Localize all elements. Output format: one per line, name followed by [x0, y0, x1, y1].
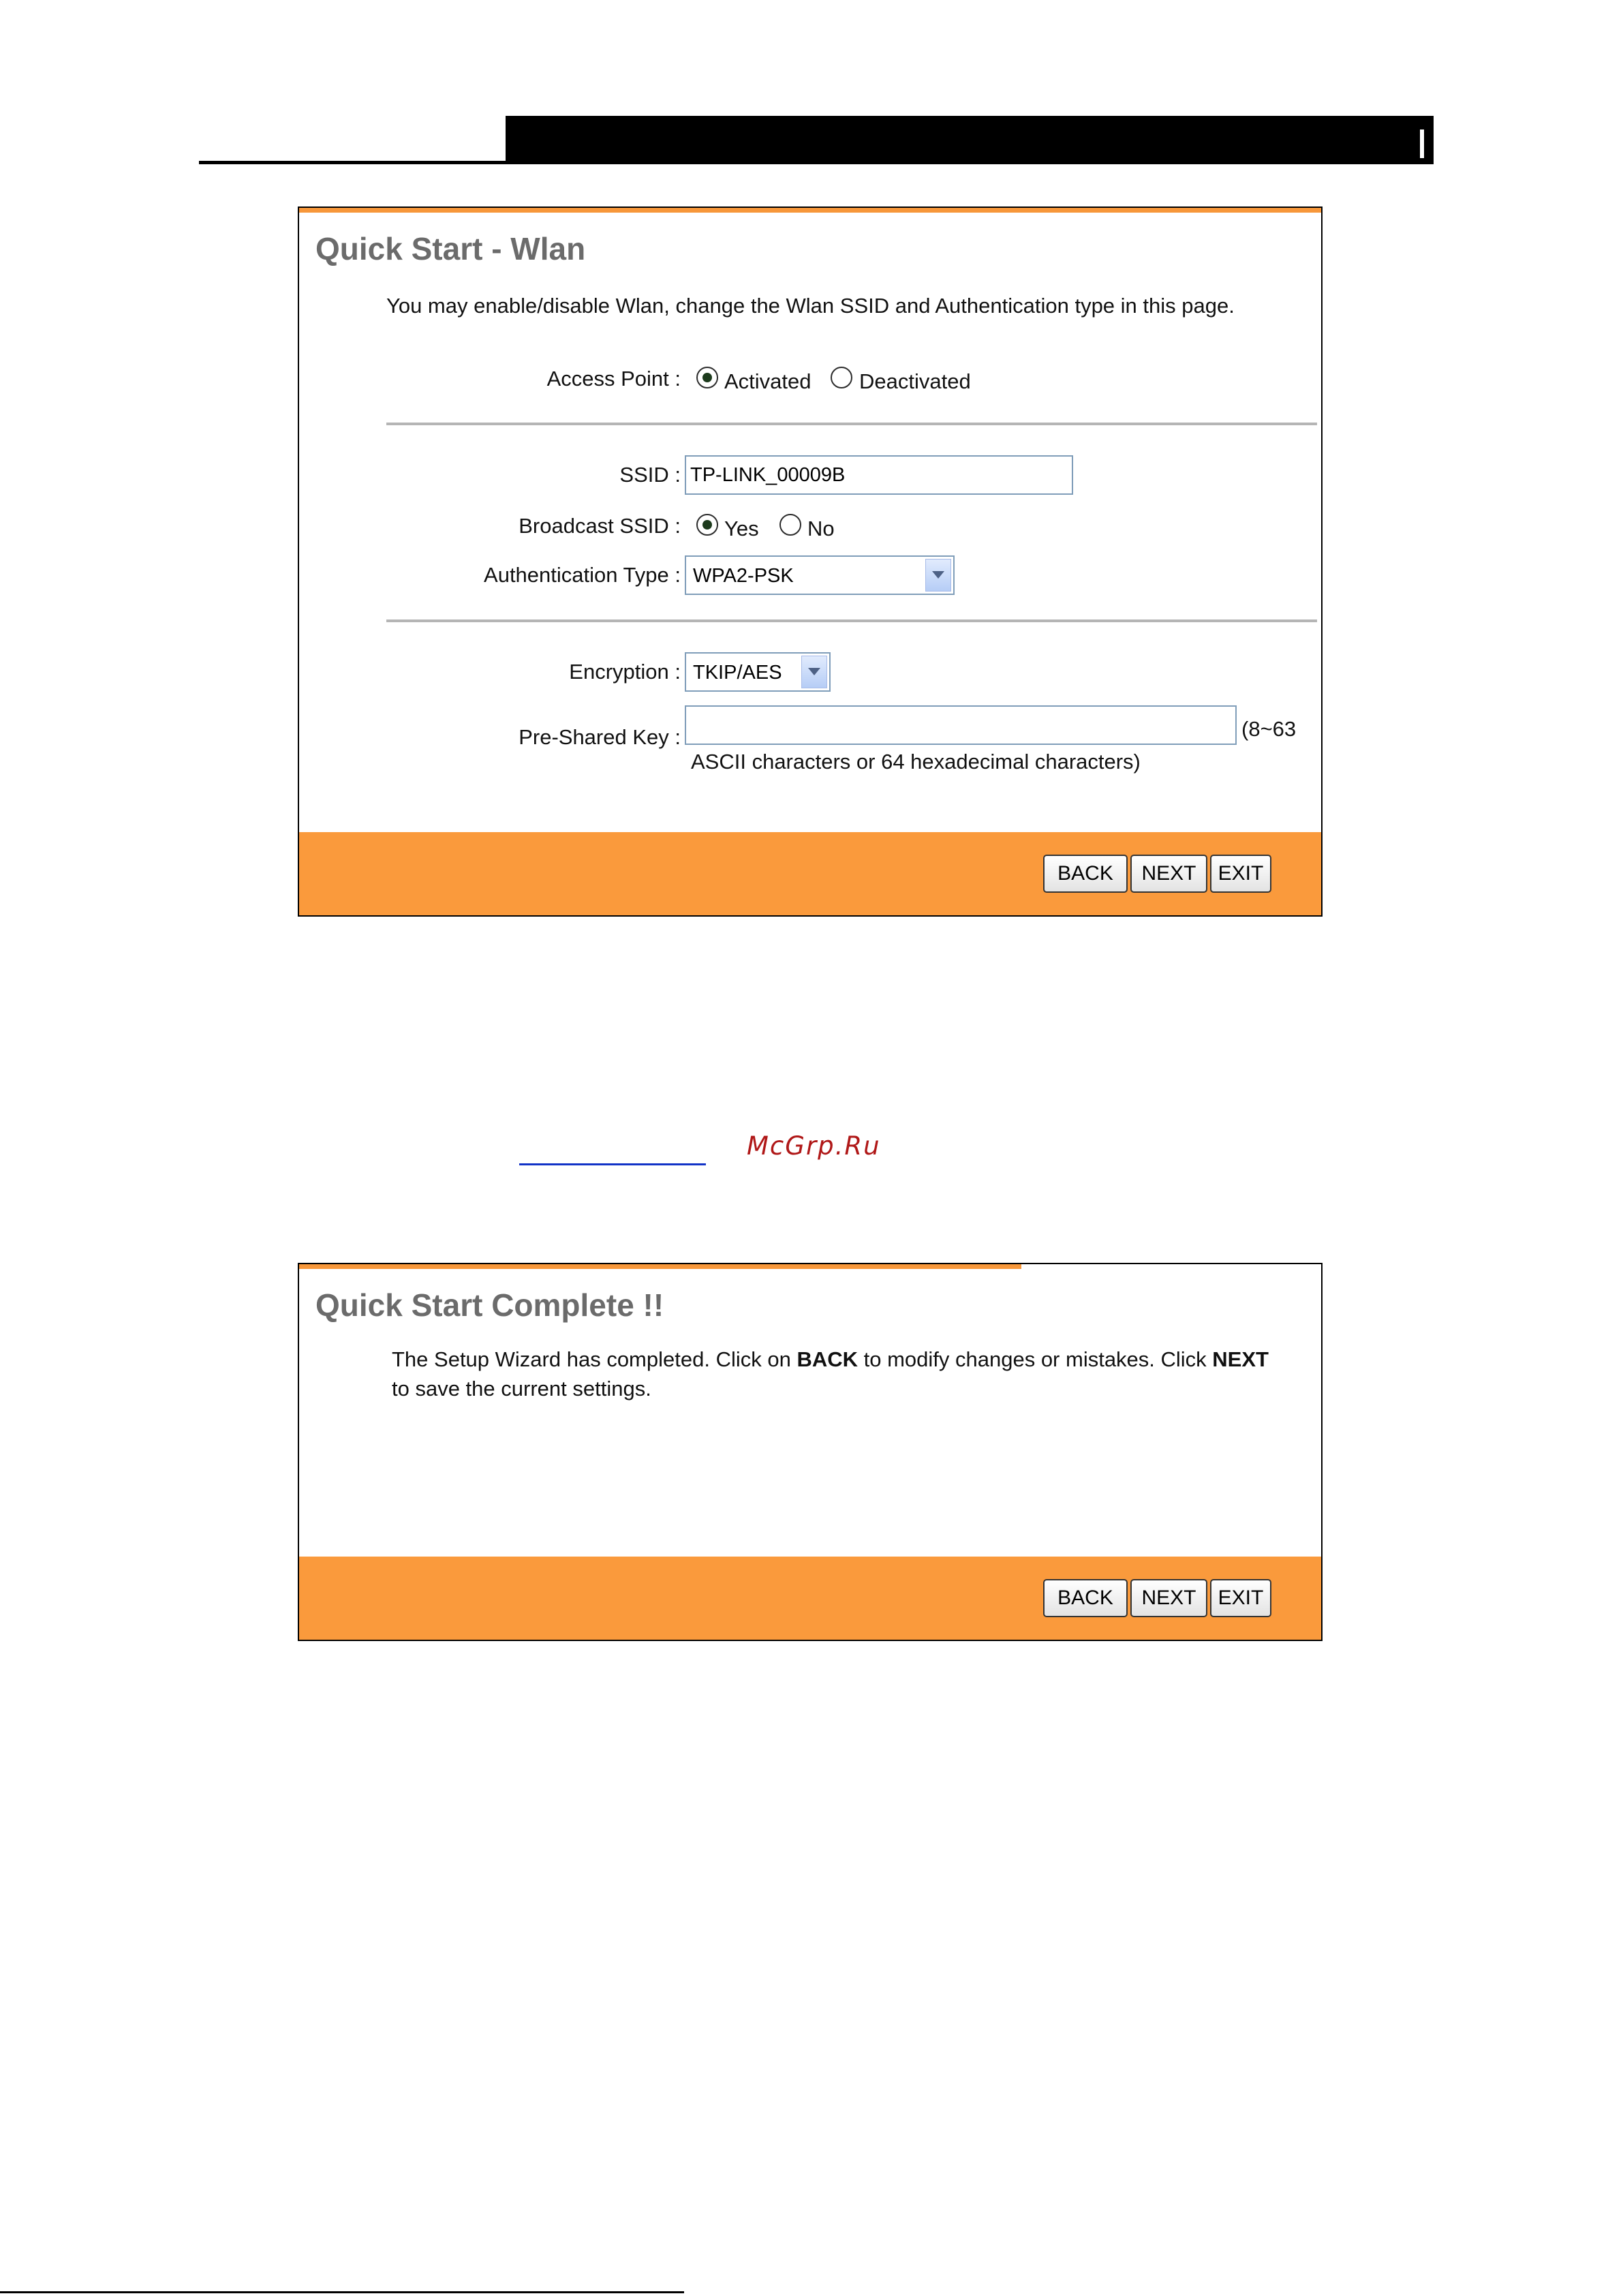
- header-bar: [506, 116, 1434, 164]
- section-divider: [386, 423, 1317, 425]
- chevron-down-icon[interactable]: [925, 559, 951, 592]
- panel-footer: [299, 1557, 1321, 1640]
- completion-text-part: to modify changes or mistakes. Click: [858, 1347, 1213, 1371]
- next-button[interactable]: NEXT: [1130, 855, 1207, 893]
- authentication-type-value: WPA2-PSK: [693, 565, 794, 587]
- back-button[interactable]: BACK: [1043, 855, 1128, 893]
- next-button[interactable]: NEXT: [1130, 1579, 1207, 1617]
- broadcast-ssid-yes-label[interactable]: Yes: [724, 517, 759, 540]
- quick-start-complete-panel: [298, 1263, 1323, 1641]
- pre-shared-key-input[interactable]: [685, 705, 1237, 745]
- access-point-activated-label[interactable]: Activated: [724, 369, 812, 393]
- panel-top-accent: [299, 1264, 1021, 1269]
- authentication-type-select[interactable]: [685, 555, 955, 595]
- broadcast-ssid-no-radio[interactable]: [779, 514, 801, 536]
- authentication-type-label: Authentication Type :: [484, 563, 681, 587]
- broadcast-ssid-no-label[interactable]: No: [807, 517, 835, 540]
- pre-shared-key-hint-continued: ASCII characters or 64 hexadecimal characters): [691, 750, 1141, 774]
- page-title: Quick Start Complete !!: [315, 1287, 664, 1323]
- page-description: You may enable/disable Wlan, change the Wlan SSID and Authentication type in this page.: [386, 294, 1235, 318]
- access-point-deactivated-radio[interactable]: [831, 367, 852, 388]
- encryption-select[interactable]: [685, 652, 831, 692]
- section-divider: [386, 619, 1317, 622]
- completion-text-part: The Setup Wizard has completed. Click on: [392, 1347, 797, 1371]
- page-title: Quick Start - Wlan: [315, 231, 586, 266]
- exit-button[interactable]: EXIT: [1210, 1579, 1271, 1617]
- chevron-down-icon[interactable]: [801, 656, 827, 688]
- wlan-settings-panel: [298, 206, 1323, 917]
- pre-shared-key-hint: (8~63: [1241, 717, 1297, 741]
- footer-rule: [0, 2291, 684, 2293]
- ssid-input[interactable]: [685, 455, 1073, 495]
- panel-top-accent: [299, 208, 1321, 213]
- completion-message: [392, 1347, 1269, 1372]
- encryption-value: TKIP/AES: [693, 662, 782, 684]
- next-keyword: NEXT: [1212, 1347, 1269, 1371]
- broadcast-ssid-yes-radio[interactable]: [696, 514, 718, 536]
- ssid-label: SSID :: [619, 463, 681, 487]
- access-point-deactivated-label[interactable]: Deactivated: [859, 369, 971, 393]
- back-button[interactable]: BACK: [1043, 1579, 1128, 1617]
- encryption-label: Encryption :: [569, 660, 681, 684]
- header-tick: [1420, 129, 1424, 158]
- pre-shared-key-label: Pre-Shared Key :: [519, 725, 681, 749]
- access-point-label: Access Point :: [546, 367, 681, 391]
- completion-message-line-2: to save the current settings.: [392, 1377, 651, 1400]
- watermark: McGrp.Ru: [747, 1131, 881, 1161]
- broadcast-ssid-label: Broadcast SSID :: [519, 514, 681, 538]
- access-point-activated-radio[interactable]: [696, 367, 718, 388]
- exit-button[interactable]: EXIT: [1210, 855, 1271, 893]
- link-underline[interactable]: [519, 1163, 706, 1165]
- back-keyword: BACK: [797, 1347, 858, 1371]
- panel-footer: [299, 832, 1321, 915]
